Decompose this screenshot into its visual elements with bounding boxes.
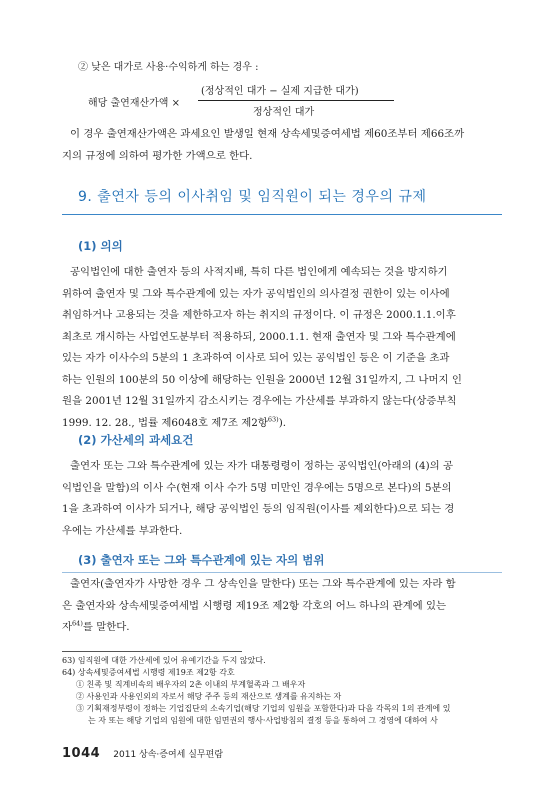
text-line: 1을 초과하여 이사가 되거나, 해당 공익법인 등의 임직원(이사를 제외한다)으로 되는 경 [62, 503, 455, 515]
text-line: 익법인을 말함)의 이사 수(현재 이사 수가 5명 미만인 경우에는 5명으로 본다)의 5분의 [62, 481, 452, 494]
book-title: 2011 상속·증여세 실무편람 [113, 750, 224, 760]
text-line: 지의 규정에 의하여 평가한 가액으로 한다. [62, 149, 253, 162]
subsection-title-3: (3) 출연자 또는 그와 특수관계에 있는 자의 범위 [78, 553, 325, 567]
text-fragment: 를 말한다. [82, 621, 130, 633]
fraction-bar [198, 100, 394, 101]
paragraph-scope [62, 574, 502, 639]
text-line: 있는 자가 이사수의 5분의 1 초과하여 이사로 되어 있는 공익법인 등은 이 기준을 초과 [62, 352, 450, 364]
text-line: 출연자(출연자가 사망한 경우 그 상속인을 말한다) 또는 그와 특수관계에 있는 자라 함 [70, 578, 456, 590]
formula-lhs: 해당 출연재산가액 × [88, 98, 181, 109]
footnote-64: 64) 상속세및증여세법 시행령 제19조 제2항 각호 [62, 668, 235, 677]
section-divider [62, 214, 502, 215]
footnote-ref-64: 64) [72, 619, 83, 628]
text-line: 공익법인에 대한 출연자 등의 사적지배, 특히 다른 법인에게 예속되는 것을 방지하기 [70, 266, 448, 278]
footnote-ref-63: 63) [267, 415, 279, 424]
page-number: 1044 [62, 746, 101, 761]
text-fragment: 1999. 12. 28., 법률 제6048호 제7조 제2항 [62, 416, 268, 429]
paragraph-purpose [62, 262, 502, 434]
footnote-63: 63) 임직원에 대한 가산세에 있어 유예기간을 두지 않았다. [62, 656, 266, 665]
text-fragment: ). [278, 416, 287, 429]
text-line [62, 413, 502, 435]
list-item-2: ② 낮은 대가로 사용·수익하게 하는 경우 : [78, 62, 259, 73]
footnote-item: ① 친족 및 직계비속의 배우자의 2촌 이내의 부계혈족과 그 배우자 [76, 680, 306, 689]
text-line: 출연자 또는 그와 특수관계에 있는 자가 대통령령이 정하는 공익법인(아래의 (4)의 공 [70, 460, 454, 472]
subsection-divider [62, 572, 502, 573]
footnote-divider [62, 651, 242, 652]
text-line: 이 경우 출연재산가액은 과세요인 발생일 현재 상속세및증여세법 제60조부터 제66조까 [70, 128, 465, 140]
text-line: 은 출연자와 상속세및증여세법 시행령 제19조 제2항 각호의 어느 하나의 관계에 있는 [62, 599, 447, 612]
footnote-item: ③ 기획재정부령이 정하는 기업집단의 소속기업(해당 기업의 임원을 포함한다)과 다음 각목의 1의 관계에 있 [76, 704, 451, 713]
footnote-item-continued: 는 자 또는 해당 기업의 임원에 대한 임면권의 행사·사업방침의 결정 등을 통하여 그 경영에 대하여 사 [88, 716, 438, 725]
text-fragment: 자 [62, 621, 73, 633]
text-line: 취임하거나 고용되는 것을 제한하고자 하는 취지의 규정이다. 이 규정은 2000.1.1.이후 [62, 309, 456, 321]
text-line: 위하여 출연자 및 그와 특수관계에 있는 자가 공익법인의 의사결정 권한이 있는 이사에 [62, 287, 450, 300]
page-footer [62, 742, 223, 761]
subsection-title-2: (2) 가산세의 과세요건 [78, 433, 194, 447]
subsection-title-1: (1) 의의 [78, 239, 123, 253]
section-title: 9. 출연자 등의 이사취임 및 임직원이 되는 경우의 규제 [78, 189, 427, 205]
formula-denominator: 정상적인 대가 [253, 107, 315, 118]
paragraph-valuation-note [62, 124, 502, 167]
text-line: 하는 인원의 100분의 50 이상에 해당하는 인원을 2000년 12월 31일까지, 그 나머지 인 [62, 373, 462, 386]
text-line: 최초로 개시하는 사업연도분부터 적용하되, 2000.1.1. 현재 출연자 및 그와 특수관계에 [62, 330, 456, 343]
footnote-item: ② 사용인과 사용인외의 자로서 해당 주주 등의 재산으로 생계를 유지하는 자 [76, 692, 342, 701]
formula-numerator: (정상적인 대가 − 실제 지급한 대가) [201, 86, 359, 97]
text-line [62, 617, 502, 639]
text-line: 원을 2001년 12월 31일까지 감소시키는 경우에는 가산세를 부과하지 않는다(상증부칙 [62, 395, 457, 407]
paragraph-requirements [62, 456, 502, 542]
text-line: 우에는 가산세를 부과한다. [62, 524, 183, 537]
valuation-formula [78, 82, 408, 122]
